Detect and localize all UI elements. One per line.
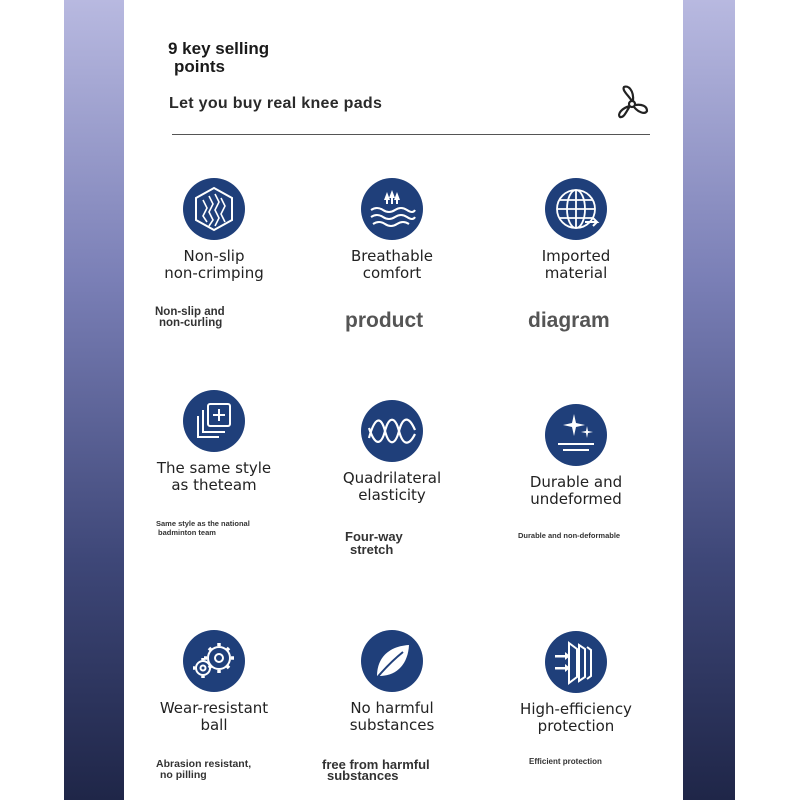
note-line1: free from harmful: [322, 757, 430, 772]
shield-arrows-icon: [545, 631, 607, 693]
feature-protection: [486, 631, 666, 735]
page-title: [168, 40, 328, 76]
feature-label-line1: Non-slip: [183, 247, 245, 265]
sparkle-icon: [545, 404, 607, 466]
feature-label-line1: Breathable: [350, 247, 434, 265]
feature-label-line1: Durable and: [529, 473, 623, 491]
zigzag-texture-icon: [183, 178, 245, 240]
feature-label-line1: Quadrilateral: [342, 469, 442, 487]
feature-no-harmful: [302, 630, 482, 734]
note-product: product: [345, 309, 424, 332]
gear-icon: [183, 630, 245, 692]
fan-icon: [612, 84, 652, 124]
feature-elasticity: [302, 400, 482, 504]
note-durable: Durable and non-deformable: [518, 531, 621, 540]
leaf-icon: [361, 630, 423, 692]
note-abrasion: [156, 759, 251, 781]
note-team: [156, 519, 250, 537]
note-line2: no pilling: [160, 769, 207, 781]
globe-icon: [545, 178, 607, 240]
feature-durable: [486, 404, 666, 508]
feature-label-line2: ball: [200, 716, 228, 734]
divider: [172, 134, 650, 135]
feature-imported: [486, 178, 666, 282]
note-line2: stretch: [350, 542, 394, 557]
feature-label-line2: undeformed: [530, 490, 622, 508]
feature-label-line2: comfort: [362, 264, 422, 282]
note-efficient: Efficient protection: [529, 757, 602, 766]
feature-wear-resistant: [124, 630, 304, 734]
feature-label-line2: material: [544, 264, 608, 282]
feature-label-line1: No harmful: [350, 699, 434, 717]
feature-label-line1: Imported: [541, 247, 611, 265]
breathable-waves-icon: [361, 178, 423, 240]
note-line2: badminton team: [158, 528, 216, 537]
wave-stretch-icon: [361, 400, 423, 462]
feature-non-slip: [124, 178, 304, 282]
note-diagram: diagram: [528, 309, 610, 332]
title-line-1: 9 key selling: [168, 39, 270, 58]
copy-plus-icon: [183, 390, 245, 452]
note-line2: non-curling: [159, 317, 223, 329]
note-stretch: [345, 530, 403, 556]
feature-label-line1: Wear-resistant: [159, 699, 269, 717]
note-harmful: [322, 759, 430, 781]
note-line1: Abrasion resistant,: [156, 758, 252, 770]
feature-label-line1: The same style: [156, 459, 272, 477]
title-line-2: points: [174, 57, 225, 76]
feature-label-line2: protection: [537, 717, 615, 735]
note-line2: substances: [327, 768, 399, 783]
feature-team-style: [124, 390, 304, 494]
feature-label-line2: elasticity: [358, 486, 426, 504]
feature-breathable: [302, 178, 482, 282]
note-line1: Four-way: [345, 529, 403, 544]
note-line1: Same style as the national: [156, 519, 250, 528]
feature-label-line2: non-crimping: [164, 264, 264, 282]
subtitle: Let you buy real knee pads: [169, 95, 383, 112]
feature-label-line2: substances: [349, 716, 435, 734]
note-non-slip: [155, 307, 225, 329]
feature-label-line1: High-efficiency: [520, 700, 632, 718]
note-line1: Non-slip and: [155, 306, 225, 318]
feature-label-line2: as theteam: [171, 476, 257, 494]
